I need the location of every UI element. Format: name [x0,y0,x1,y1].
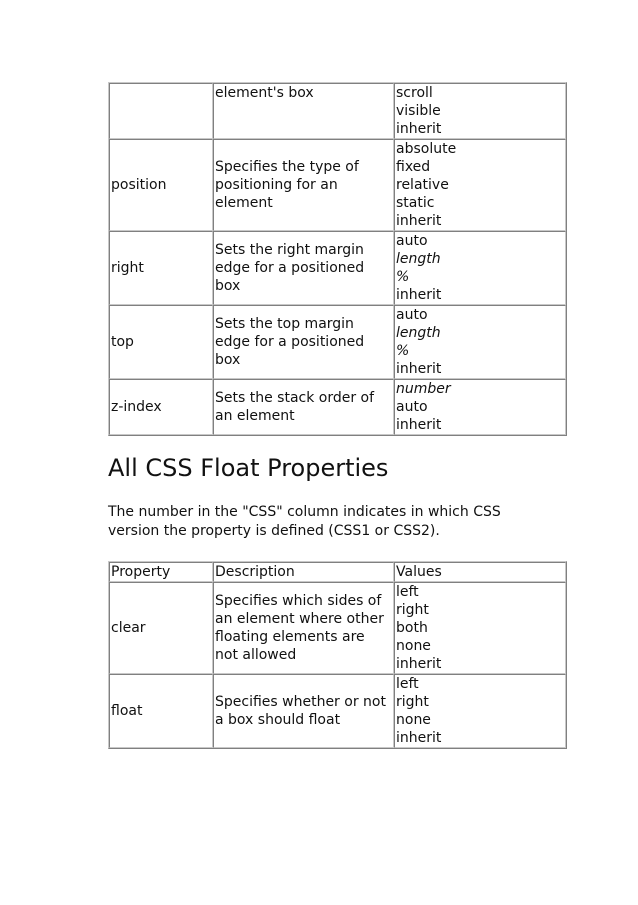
value-item: length [396,251,441,267]
value-item: visible [396,103,441,119]
value-item: length [396,325,441,341]
values-cell [394,139,566,231]
value-item: inherit [396,361,442,377]
value-item: inherit [396,287,442,303]
value-item: fixed [396,159,431,175]
property-cell: position [109,139,213,231]
description-cell: Specifies the type of positioning for an element [213,139,394,231]
section-heading: All CSS Float Properties [108,454,389,482]
property-cell [109,83,213,139]
table-row [109,674,566,748]
value-item: left [396,584,419,600]
value-item: none [396,712,431,728]
column-header-values: Values [394,562,566,582]
column-header-property: Property [109,562,213,582]
description-cell: Specifies whether or not a box should float [213,674,394,748]
property-cell: float [109,674,213,748]
value-item: number [396,381,451,397]
table-row [109,83,566,139]
value-item: inherit [396,656,442,672]
column-header-description: Description [213,562,394,582]
values-cell [394,379,566,435]
description-cell: Sets the top margin edge for a positioned box [213,305,394,379]
value-item: auto [396,307,428,323]
float-properties-table [108,561,567,749]
value-item: auto [396,399,428,415]
table-row [109,139,566,231]
value-item: both [396,620,428,636]
value-item: inherit [396,730,442,746]
property-cell: right [109,231,213,305]
value-item: scroll [396,85,433,101]
table-row [109,582,566,674]
description-cell: Sets the stack order of an element [213,379,394,435]
positioning-properties-table [108,82,567,436]
value-item: inherit [396,213,442,229]
table-header-row [109,562,566,582]
value-item: inherit [396,417,442,433]
values-cell [394,231,566,305]
description-cell: element's box [213,83,394,139]
table-row [109,305,566,379]
value-item: right [396,602,429,618]
property-cell: top [109,305,213,379]
value-item: absolute [396,141,457,157]
value-item: static [396,195,435,211]
values-cell [394,582,566,674]
table-row [109,231,566,305]
property-cell: clear [109,582,213,674]
value-item: % [396,343,410,359]
description-cell: Specifies which sides of an element where other floating elements are not allowed [213,582,394,674]
table-row [109,379,566,435]
description-cell: Sets the right margin edge for a positioned box [213,231,394,305]
value-item: left [396,676,419,692]
values-cell [394,83,566,139]
property-cell: z-index [109,379,213,435]
value-item: right [396,694,429,710]
intro-paragraph: The number in the "CSS" column indicates in which CSS version the property is defined (CSS1 or CSS2). [108,504,501,539]
values-cell [394,305,566,379]
value-item: auto [396,233,428,249]
values-cell [394,674,566,748]
value-item: inherit [396,121,442,137]
value-item: none [396,638,431,654]
value-item: relative [396,177,449,193]
value-item: % [396,269,410,285]
